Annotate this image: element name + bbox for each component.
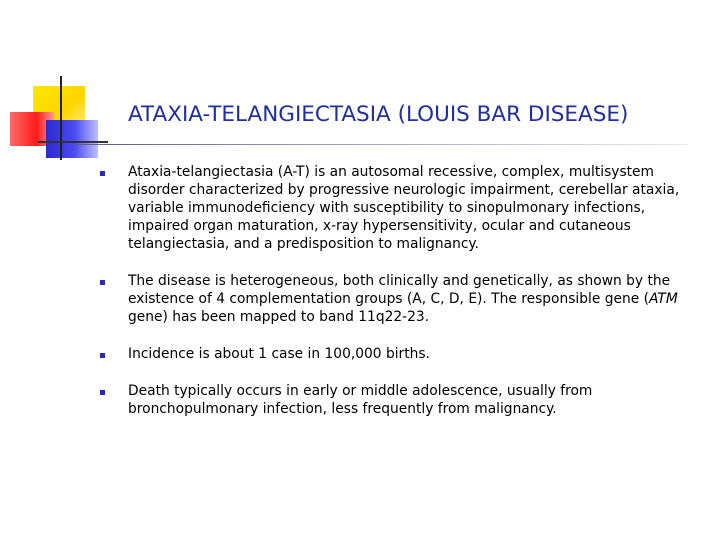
bullet-list <box>100 163 700 418</box>
list-item <box>100 163 700 253</box>
bullet-square-icon <box>100 390 105 395</box>
horizontal-line <box>38 141 108 143</box>
title-divider <box>76 144 688 145</box>
list-item <box>100 272 700 326</box>
bullet-square-icon <box>100 171 105 176</box>
list-item <box>100 382 700 418</box>
gene-name: ATM <box>648 291 678 307</box>
bullet-text: Ataxia-telangiectasia (A-T) is an autosomal recessive, complex, multisystem disorder characterized by progressive neurologic impairment, cerebellar ataxia, variable immunodeficiency with susceptibility to sinopulmonary infections, impaired organ maturation, x-ray hypersensitivity, ocular and cutaneous telangiectasia, and a predisposition to malignancy. <box>128 164 680 252</box>
list-item <box>100 345 700 363</box>
bullet-text: Death typically occurs in early or middle adolescence, usually from bronchopulmonary infection, less frequently from malignancy. <box>128 383 593 417</box>
vertical-line <box>60 76 62 160</box>
slide-title: ATAXIA-TELANGIECTASIA (LOUIS BAR DISEASE) <box>128 102 629 127</box>
bullet-text-part: gene) has been mapped to band 11q22-23. <box>128 309 430 325</box>
bullet-text-part: The disease is heterogeneous, both clinically and genetically, as shown by the existence of 4 complementation groups (A, C, D, E). The responsible gene ( <box>128 273 671 307</box>
blue-square <box>46 120 98 158</box>
bullet-square-icon <box>100 280 105 285</box>
bullet-text: Incidence is about 1 case in 100,000 births. <box>128 346 430 362</box>
bullet-text <box>128 272 700 326</box>
bullet-square-icon <box>100 353 105 358</box>
